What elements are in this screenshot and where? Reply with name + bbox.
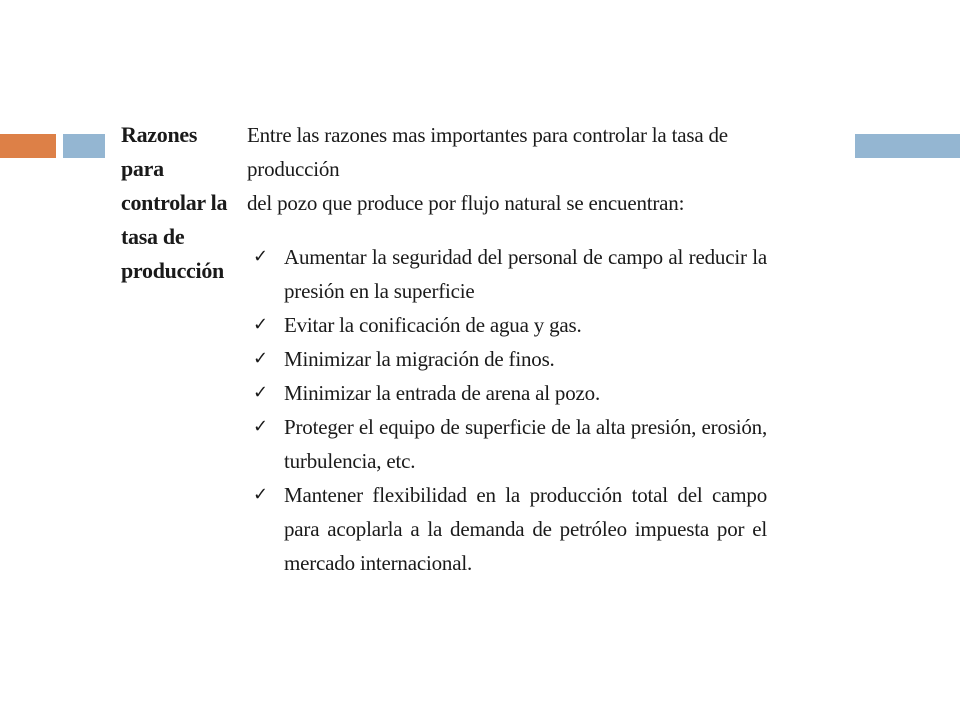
list-item-text: Proteger el equipo de superficie de la alta presión, erosión, turbulencia, etc. [284, 415, 767, 473]
reasons-list [247, 240, 767, 580]
heading-line: Razones para [121, 122, 198, 181]
section-heading [121, 118, 241, 288]
document-excerpt [110, 110, 790, 575]
checkmark-icon: ✓ [253, 314, 268, 335]
list-item [247, 308, 767, 342]
checkmark-icon: ✓ [253, 382, 268, 403]
list-item [247, 376, 767, 410]
accent-bar-orange [0, 134, 56, 158]
list-item-text: Mantener flexibilidad en la producción total del campo para acoplarla a la demanda de petróleo impuesta por el mercado internacional. [284, 483, 767, 575]
list-item-text: Aumentar la seguridad del personal de campo al reducir la presión en la superficie [284, 245, 767, 303]
list-item [247, 240, 767, 308]
heading-line: producción [121, 258, 224, 283]
accent-bar-blue-right [855, 134, 960, 158]
intro-line: Entre las razones mas importantes para controlar la tasa de producción [247, 123, 728, 181]
list-item [247, 342, 767, 376]
list-item-text: Evitar la conificación de agua y gas. [284, 313, 582, 337]
list-item [247, 410, 767, 478]
accent-bar-blue-left [63, 134, 105, 158]
heading-line: controlar la [121, 190, 228, 215]
intro-line: del pozo que produce por flujo natural se encuentran: [247, 191, 685, 215]
checkmark-icon: ✓ [253, 348, 268, 369]
heading-line: tasa de [121, 224, 185, 249]
list-item-text: Minimizar la entrada de arena al pozo. [284, 381, 600, 405]
intro-paragraph [247, 118, 767, 220]
section-body [247, 118, 767, 580]
checkmark-icon: ✓ [253, 416, 268, 437]
list-item [247, 478, 767, 580]
checkmark-icon: ✓ [253, 246, 268, 267]
checkmark-icon: ✓ [253, 484, 268, 505]
list-item-text: Minimizar la migración de finos. [284, 347, 555, 371]
